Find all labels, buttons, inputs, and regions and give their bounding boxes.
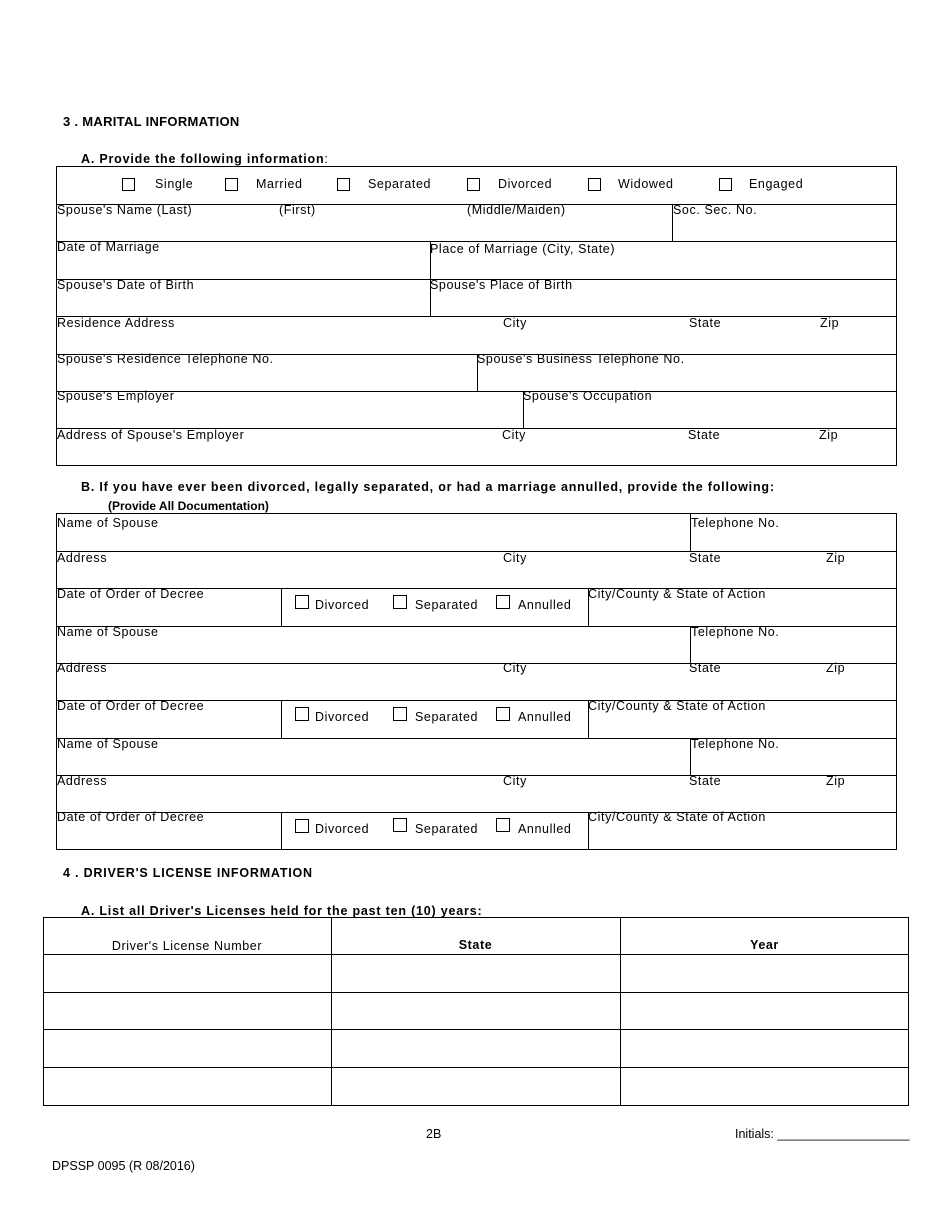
date-of-order-label: Date of Order of Decree [57, 587, 205, 601]
residence-city-label: City [503, 316, 527, 330]
divorced-label: Divorced [315, 822, 370, 836]
zip-label: Zip [826, 551, 846, 565]
address-label: Address [57, 774, 108, 788]
zip-label: Zip [826, 661, 846, 675]
divorced-label: Divorced [315, 710, 370, 724]
part-a-label: A. Provide the following information [81, 152, 325, 166]
status-widowed-checkbox[interactable] [588, 178, 601, 191]
divorced-checkbox[interactable] [295, 595, 309, 609]
divorced-label: Divorced [315, 598, 370, 612]
employer-zip-label: Zip [819, 428, 839, 442]
divider [56, 391, 897, 392]
employer-city-label: City [502, 428, 526, 442]
divider [281, 812, 282, 850]
separated-checkbox[interactable] [393, 818, 407, 832]
date-of-order-label: Date of Order of Decree [57, 699, 205, 713]
residence-address-label: Residence Address [57, 316, 175, 330]
state-label: State [689, 551, 722, 565]
telephone-label: Telephone No. [691, 737, 780, 751]
separated-checkbox[interactable] [393, 707, 407, 721]
form-id: DPSSP 0095 (R 08/2016) [52, 1159, 195, 1173]
status-single-label: Single [155, 177, 194, 191]
part-a-colon: : [324, 152, 329, 166]
status-engaged-label: Engaged [749, 177, 804, 191]
part-b-note: (Provide All Documentation) [108, 499, 269, 513]
divorced-checkbox[interactable] [295, 819, 309, 833]
separated-label: Separated [415, 822, 479, 836]
page-number: 2B [426, 1127, 442, 1141]
spouse-ssn-label: Soc. Sec. No. [673, 203, 758, 217]
annulled-checkbox[interactable] [496, 595, 510, 609]
date-of-order-label: Date of Order of Decree [57, 810, 205, 824]
divider [56, 663, 897, 664]
date-of-marriage-label: Date of Marriage [57, 240, 160, 254]
spouse-dob-label: Spouse's Date of Birth [57, 278, 195, 292]
spouse-middle-name-label: (Middle/Maiden) [467, 203, 566, 217]
divorce-history-box [56, 513, 897, 850]
separated-checkbox[interactable] [393, 595, 407, 609]
spouse-name-label: Name of Spouse [57, 516, 159, 530]
section-4-part-a: A. List all Driver's Licenses held for the past ten (10) years: [81, 904, 483, 918]
license-number-cell[interactable] [44, 993, 330, 1028]
license-year-cell[interactable] [621, 955, 907, 991]
license-number-cell[interactable] [44, 955, 330, 991]
spouse-name-label: Name of Spouse [57, 737, 159, 751]
spouse-pob-label: Spouse's Place of Birth [430, 278, 573, 292]
annulled-checkbox[interactable] [496, 818, 510, 832]
spouse-occupation-label: Spouse's Occupation [523, 389, 653, 403]
license-state-cell[interactable] [333, 1068, 619, 1104]
spouse-last-name-label: Spouse's Name (Last) [57, 203, 193, 217]
employer-state-label: State [688, 428, 721, 442]
city-county-state-label: City/County & State of Action [588, 587, 766, 601]
spouse-name-label: Name of Spouse [57, 625, 159, 639]
address-label: Address [57, 551, 108, 565]
residence-state-label: State [689, 316, 722, 330]
city-label: City [503, 661, 527, 675]
zip-label: Zip [826, 774, 846, 788]
spouse-employer-label: Spouse's Employer [57, 389, 175, 403]
status-engaged-checkbox[interactable] [719, 178, 732, 191]
residence-zip-label: Zip [820, 316, 840, 330]
status-single-checkbox[interactable] [122, 178, 135, 191]
divider [281, 588, 282, 626]
annulled-checkbox[interactable] [496, 707, 510, 721]
section-3-title: 3 . MARITAL INFORMATION [63, 114, 240, 129]
city-county-state-label: City/County & State of Action [588, 810, 766, 824]
status-widowed-label: Widowed [618, 177, 674, 191]
license-year-cell[interactable] [621, 1030, 907, 1066]
license-state-cell[interactable] [333, 993, 619, 1028]
divider [56, 316, 897, 317]
employer-address-label: Address of Spouse's Employer [57, 428, 245, 442]
license-number-header: Driver's License Number [111, 939, 263, 953]
telephone-label: Telephone No. [691, 625, 780, 639]
annulled-label: Annulled [518, 710, 572, 724]
place-of-marriage-label: Place of Marriage (City, State) [430, 242, 616, 256]
license-state-cell[interactable] [333, 955, 619, 991]
telephone-label: Telephone No. [691, 516, 780, 530]
status-divorced-label: Divorced [498, 177, 553, 191]
state-label: State [689, 774, 722, 788]
separated-label: Separated [415, 598, 479, 612]
spouse-bus-phone-label: Spouse's Business Telephone No. [477, 352, 685, 366]
status-separated-checkbox[interactable] [337, 178, 350, 191]
status-married-checkbox[interactable] [225, 178, 238, 191]
divider [281, 700, 282, 738]
status-separated-label: Separated [368, 177, 432, 191]
section-4-title: 4 . DRIVER'S LICENSE INFORMATION [63, 866, 313, 880]
status-divorced-checkbox[interactable] [467, 178, 480, 191]
part-a-heading [81, 152, 329, 166]
divorced-checkbox[interactable] [295, 707, 309, 721]
state-label: State [689, 661, 722, 675]
city-label: City [503, 551, 527, 565]
annulled-label: Annulled [518, 822, 572, 836]
annulled-label: Annulled [518, 598, 572, 612]
address-label: Address [57, 661, 108, 675]
license-year-header: Year [750, 938, 779, 952]
city-label: City [503, 774, 527, 788]
license-state-header: State [458, 938, 493, 952]
license-year-cell[interactable] [621, 993, 907, 1028]
license-number-cell[interactable] [44, 1030, 330, 1066]
license-state-cell[interactable] [333, 1030, 619, 1066]
divider [56, 775, 897, 776]
initials-field[interactable]: Initials: ___________________ [735, 1127, 910, 1141]
separated-label: Separated [415, 710, 479, 724]
license-number-cell[interactable] [44, 1068, 330, 1104]
status-married-label: Married [256, 177, 303, 191]
spouse-first-name-label: (First) [279, 203, 316, 217]
spouse-res-phone-label: Spouse's Residence Telephone No. [57, 352, 274, 366]
divider [56, 551, 897, 552]
license-year-cell[interactable] [621, 1068, 907, 1104]
part-b-label: B. If you have ever been divorced, legally separated, or had a marriage annulled, provide the following: [81, 480, 775, 494]
city-county-state-label: City/County & State of Action [588, 699, 766, 713]
